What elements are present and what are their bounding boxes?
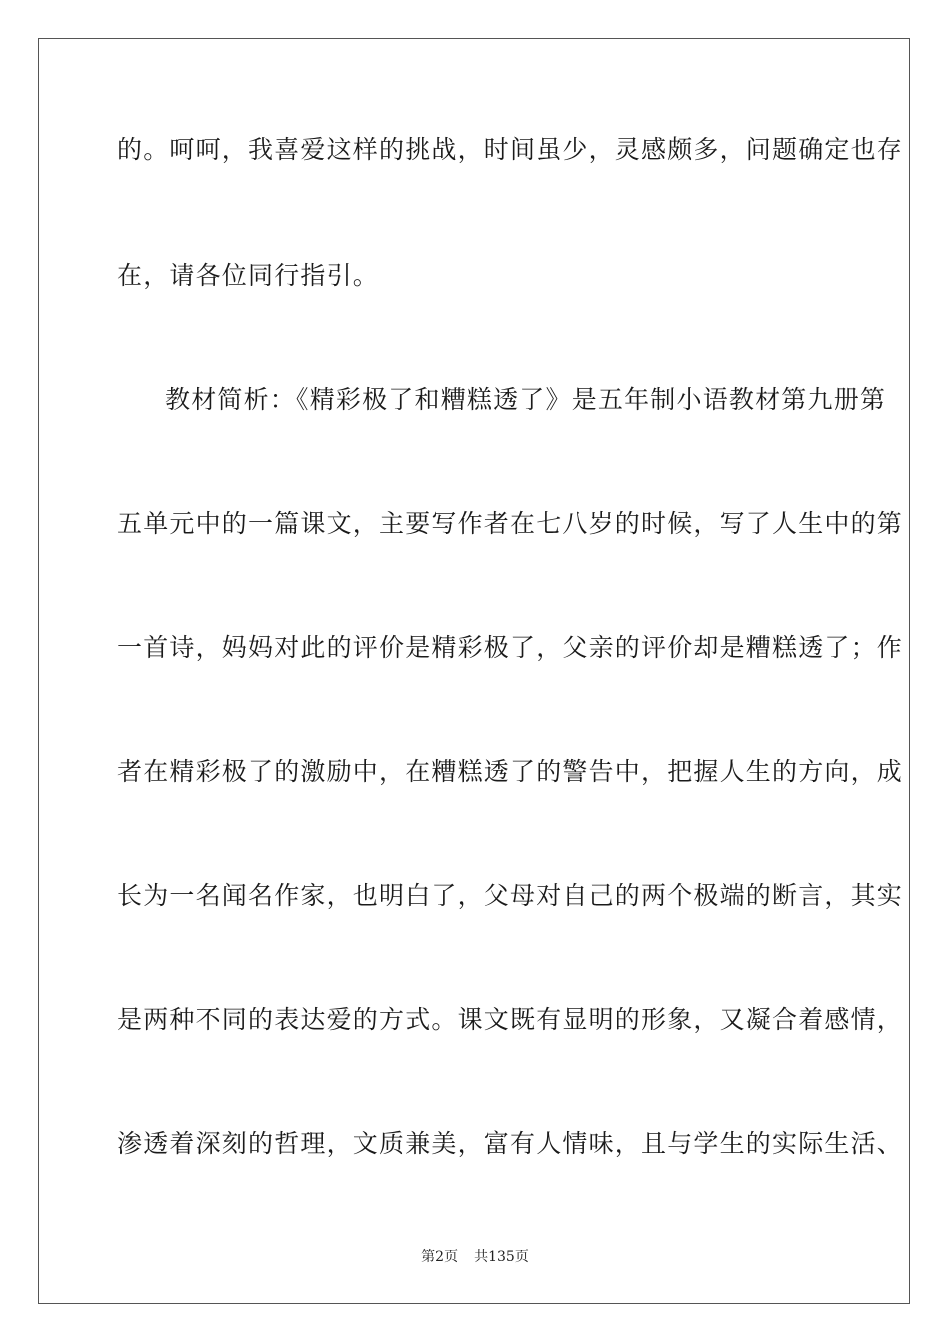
paragraph-line: 渗透着深刻的哲理，文质兼美，富有人情味，且与学生的实际生活、 bbox=[117, 1129, 904, 1158]
paragraph-line: 教材简析：《精彩极了和糟糕透了》是五年制小语教材第九册第 bbox=[165, 385, 887, 414]
page-total: 共135页 bbox=[474, 1249, 529, 1265]
page-border bbox=[38, 38, 910, 1304]
page-number: 第2页 bbox=[421, 1249, 459, 1265]
paragraph-line: 在，请各位同行指引。 bbox=[117, 261, 380, 290]
paragraph-line: 长为一名闻名作家，也明白了，父母对自己的两个极端的断言，其实 bbox=[117, 881, 904, 910]
page-footer bbox=[0, 1248, 950, 1266]
paragraph-line: 一首诗，妈妈对此的评价是精彩极了，父亲的评价却是糟糕透了；作 bbox=[117, 633, 904, 662]
paragraph-line: 者在精彩极了的激励中，在糟糕透了的警告中，把握人生的方向，成 bbox=[117, 757, 904, 786]
paragraph-line: 五单元中的一篇课文，主要写作者在七八岁的时候，写了人生中的第 bbox=[117, 509, 904, 538]
paragraph-line: 的。呵呵，我喜爱这样的挑战，时间虽少，灵感颇多，问题确定也存 bbox=[117, 135, 904, 164]
paragraph-line: 是两种不同的表达爱的方式。课文既有显明的形象，又凝合着感情， bbox=[117, 1005, 904, 1034]
